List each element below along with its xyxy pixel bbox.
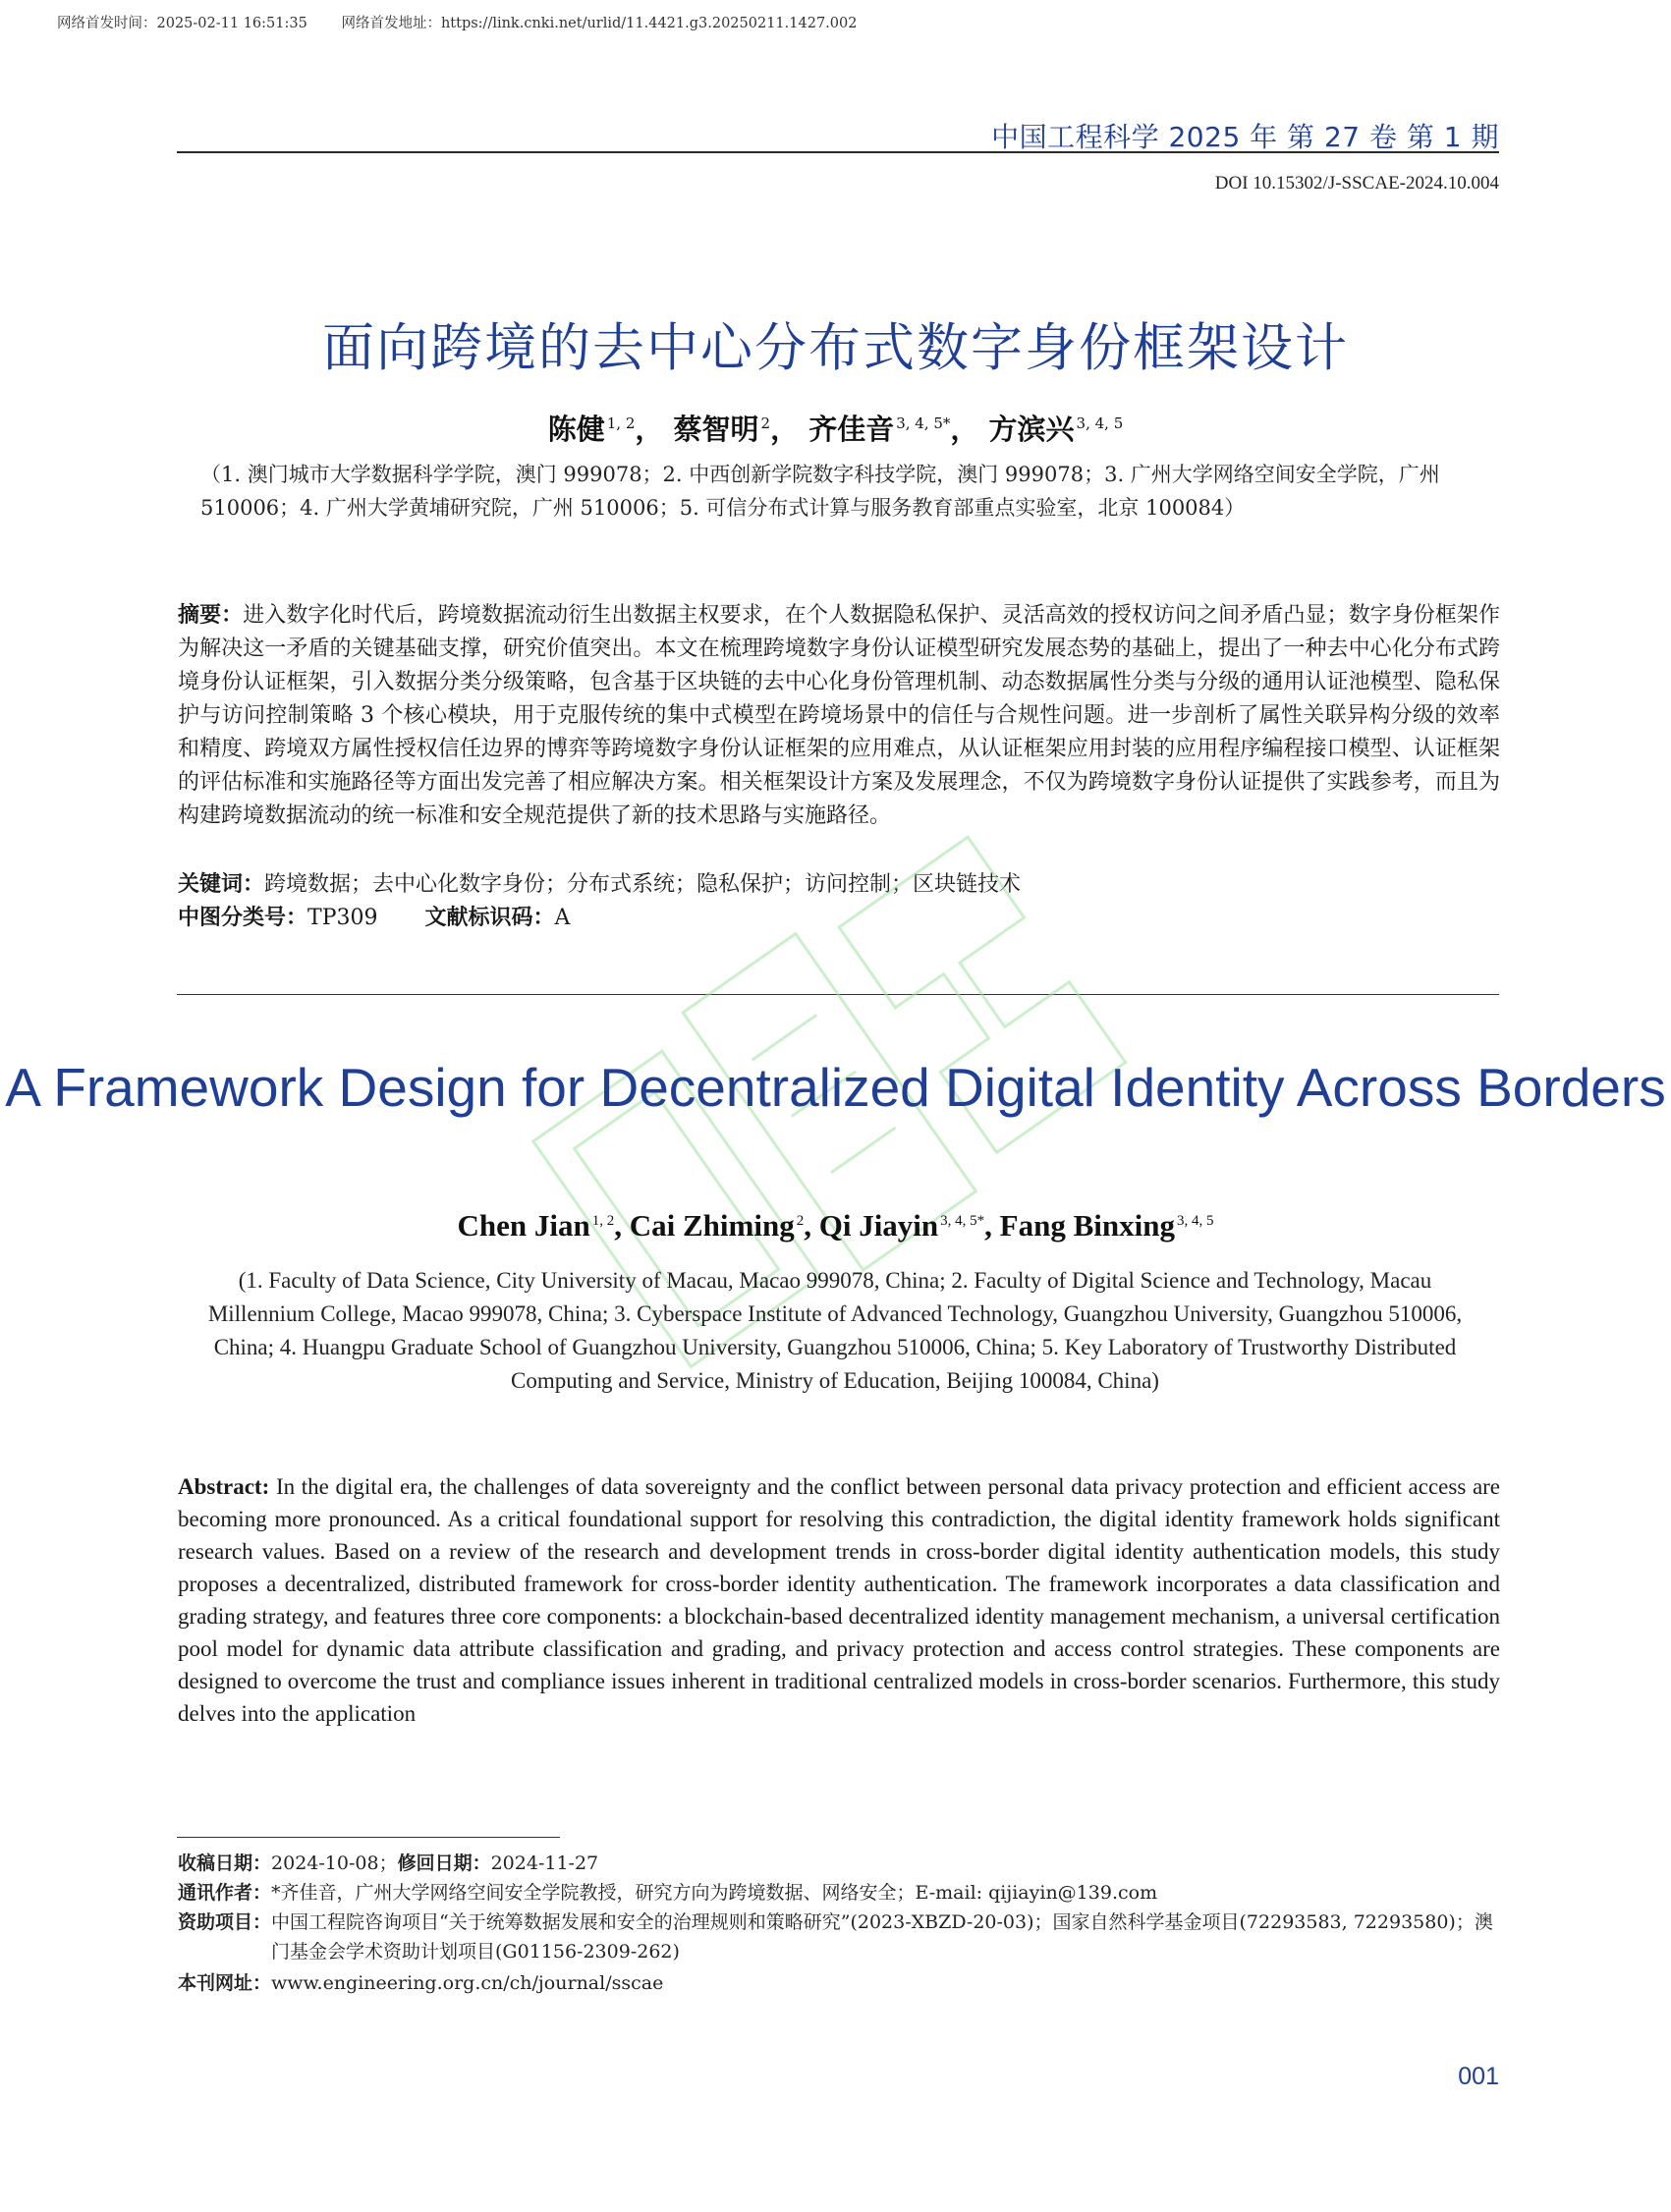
cnki-publish-info <box>57 12 886 32</box>
header-rule <box>177 151 1499 153</box>
en-abstract-text: In the digital era, the challenges of data sovereignty and the conflict between personal data privacy protection and efficient access are becoming more pronounced. As a critical foundational support for resolving this contradiction, the digital identity framework holds significant research values. Based on a review of the research and development trends in cross-border digital identity authentication models, this study proposes a decentralized, distributed framework for cross-border identity authentication. The framework incorporates a data classification and grading strategy, and features three core components: a blockchain-based decentralized identity management mechanism, a universal certification pool model for dynamic data attribute classification and grading, and privacy protection and access control strategies. These components are designed to overcome the trust and compliance issues inherent in traditional centralized models in cross-border scenarios. Furthermore, this study delves into the application <box>178 1474 1501 1726</box>
footnote-corresponding-author <box>178 1878 1500 1908</box>
en-author: Cai Zhiming $^2$, <box>629 1208 819 1243</box>
en-abstract <box>178 1470 1500 1730</box>
en-title: A Framework Design for Decentralized Digital Identity Across Borders <box>5 1057 1666 1118</box>
zh-author: 方滨兴 $^{3, 4, 5}$ <box>988 413 1124 446</box>
en-author-list <box>0 1208 1671 1244</box>
en-author: Chen Jian $^{1, 2}$, <box>457 1208 630 1243</box>
zh-abstract-label: 摘要： <box>178 603 244 628</box>
zh-abstract <box>178 599 1500 833</box>
received-date: 2024-10-08； <box>271 1853 398 1874</box>
section-divider <box>177 994 1499 995</box>
en-affiliations: (1. Faculty of Data Science, City University of Macau, Macao 999078, China; 2. Faculty of Digital Science and Technology, Macau Millennium College, Macao 999078, China; 3. Cyberspace Institute of Advanced Technology, Guangzhou University, Guangzhou 510006, China; 4. Huangpu Graduate School of Guangzhou University, Guangzhou 510006, China; 5. Key Laboratory of Trustworthy Distributed Computing and Service, Ministry of Education, Beijing 100084, China) <box>207 1268 1463 1393</box>
zh-author: 蔡智明 $^2$， <box>673 413 800 446</box>
en-author: Qi Jiayin $^{3, 4, 5*}$, <box>818 1208 1000 1243</box>
doi[interactable]: DOI 10.15302/J-SSCAE-2024.10.004 <box>1214 173 1499 194</box>
fund-label: 资助项目： <box>178 1911 272 1933</box>
zh-keywords <box>178 868 1500 902</box>
footnote-funding <box>178 1908 1500 1966</box>
zh-abstract-text: 进入数字化时代后，跨境数据流动衍生出数据主权要求，在个人数据隐私保护、灵活高效的授权访问之间矛盾凸显；数字身份框架作为解决这一矛盾的关键基础支撑，研究价值突出。本文在梳理跨境数字身份认证模型研究发展态势的基础上，提出了一种去中心化分布式跨境身份认证框架，引入数据分类分级策略，包含基于区块链的去中心化身份管理机制、动态数据属性分类与分级的通用认证池模型、隐私保护与访问控制策略 3 个核心模块，用于克服传统的集中式模型在跨境场景中的信任与合规性问题。进一步剖析了属性关联异构分级的效率和精度、跨境双方属性授权信任边界的博弈等跨境数字身份认证框架的应用难点，从认证框架应用封装的应用程序编程接口模型、认证框架的评估标准和实施路径等方面出发完善了相应解决方案。相关框架设计方案及发展理念，不仅为跨境数字身份认证提供了实践参考，而且为构建跨境数据流动的统一标准和安全规范提供了新的技术思路与实施路径。 <box>178 603 1500 828</box>
revised-label: 修回日期： <box>397 1853 491 1874</box>
footnote-website <box>178 1968 1500 1998</box>
revised-date: 2024-11-27 <box>490 1853 599 1874</box>
zh-author: 齐佳音 $^{3, 4, 5*}$， <box>808 413 979 446</box>
footnote-dates <box>178 1849 1500 1878</box>
fund-text: 中国工程院咨询项目“关于统筹数据发展和安全的治理规则和策略研究”(2023-XBZD-20-03)；国家自然科学基金项目(72293583, 72293580)；澳门基金会学术资助计划项目(G01156-2309-262) <box>271 1911 1493 1963</box>
zh-classification <box>178 902 1500 935</box>
zh-author-list <box>0 408 1671 448</box>
corr-text: *齐佳音，广州大学网络空间安全学院教授，研究方向为跨境数据、网络安全；E-mail: qijiayin@139.com <box>271 1882 1158 1904</box>
received-label: 收稿日期： <box>178 1853 272 1874</box>
web-label: 本刊网址： <box>178 1972 272 1994</box>
zh-author: 陈健 $^{1, 2}$， <box>547 413 664 446</box>
corr-label: 通讯作者： <box>178 1882 272 1904</box>
zh-keywords-label: 关键词： <box>178 872 265 897</box>
en-abstract-label: Abstract: <box>178 1474 270 1499</box>
doc-code-label: 文献标识码： <box>424 906 555 930</box>
clc-label: 中图分类号： <box>178 906 308 930</box>
zh-affiliations: （1. 澳门城市大学数据科学学院，澳门 999078；2. 中西创新学院数字科技学院，澳门 999078；3. 广州大学网络空间安全学院，广州 510006；4. 广州大学黄埔研究院，广州 510006；5. 可信分布式计算与服务教育部重点实验室，北京 100084） <box>200 463 1440 520</box>
zh-keywords-text: 跨境数据；去中心化数字身份；分布式系统；隐私保护；访问控制；区块链技术 <box>264 872 1022 897</box>
zh-title: 面向跨境的去中心分布式数字身份框架设计 <box>322 318 1349 378</box>
footnote-rule <box>177 1837 560 1838</box>
page-number: 001 <box>1458 2063 1499 2090</box>
cnki-publish-url[interactable]: 网络首发地址：https://link.cnki.net/urlid/11.4421.g3.20250211.1427.002 <box>341 16 858 31</box>
clc-value: TP309 <box>307 906 378 930</box>
journal-running-header: 中国工程科学 2025 年 第 27 卷 第 1 期 <box>991 121 1499 153</box>
doc-code-value: A <box>554 906 571 930</box>
en-author: Fang Binxing $^{3, 4, 5}$ <box>999 1208 1214 1243</box>
web-link[interactable]: www.engineering.org.cn/ch/journal/sscae <box>271 1972 664 1994</box>
cnki-publish-time: 网络首发时间：2025-02-11 16:51:35 <box>57 16 307 31</box>
